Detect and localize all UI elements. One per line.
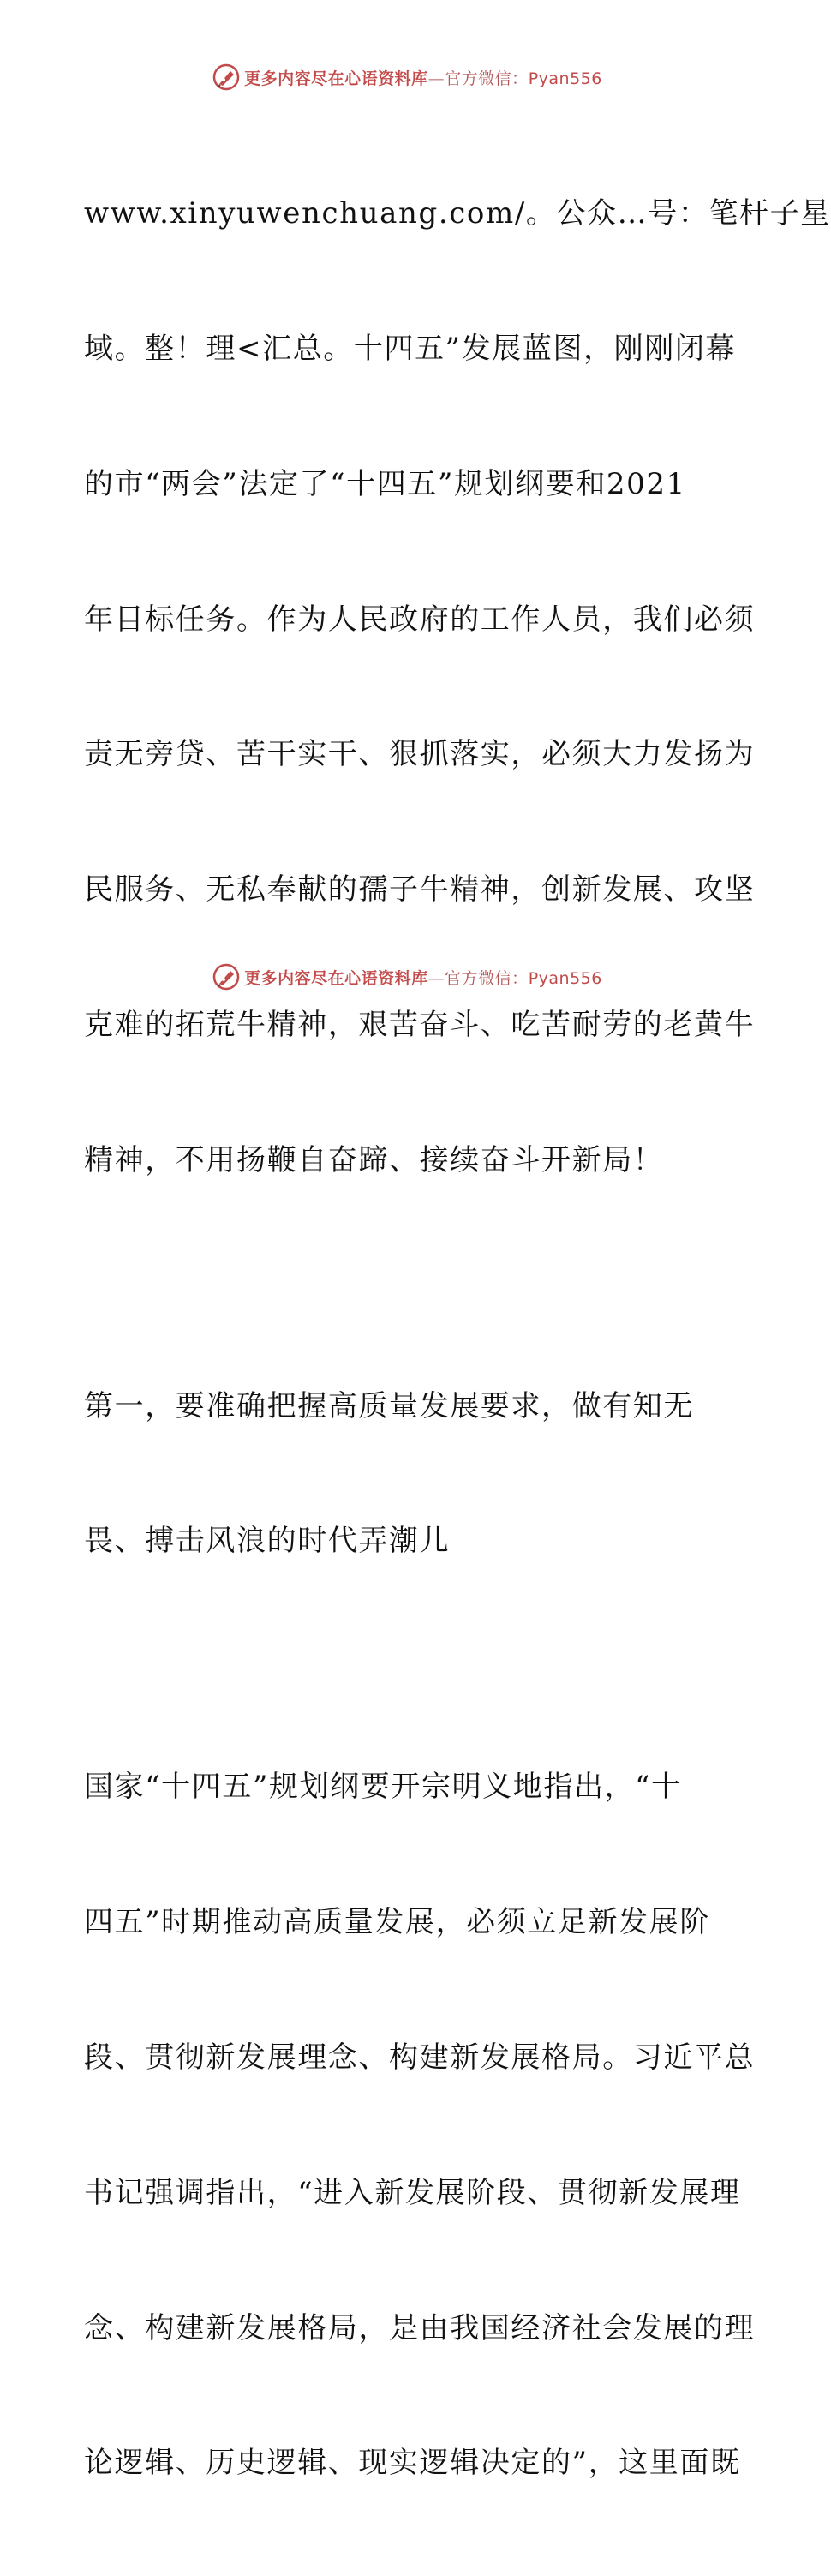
section-heading-1 bbox=[84, 1293, 735, 1654]
text-line: 论逻辑、历史逻辑、现实逻辑决定的”，这里面既 bbox=[84, 2446, 741, 2481]
pen-logo-icon bbox=[212, 63, 241, 92]
header-watermark bbox=[0, 60, 814, 94]
watermark-account: Pyan556 bbox=[528, 69, 602, 88]
watermark-account: Pyan556 bbox=[528, 968, 602, 988]
text-line: 的市“两会”法定了“十四五”规划纲要和2021 bbox=[84, 466, 686, 501]
pen-logo-icon bbox=[212, 962, 241, 991]
heading-line: 畏、搏击风浪的时代弄潮儿 bbox=[84, 1524, 451, 1559]
watermark-separator: — bbox=[427, 968, 445, 988]
text-line: 四五”时期推动高质量发展，必须立足新发展阶 bbox=[84, 1905, 710, 1940]
text-line: 书记强调指出，“进入新发展阶段、贯彻新发展理 bbox=[84, 2175, 741, 2210]
paragraph-body bbox=[84, 1674, 756, 2576]
document-body bbox=[84, 101, 831, 2576]
text-line: 责无旁贷、苦干实干、狠抓落实，必须大力发扬为 bbox=[84, 737, 756, 772]
watermark-brand: 更多内容尽在心语资料库 bbox=[244, 69, 428, 88]
watermark-suffix: 官方微信： bbox=[445, 968, 529, 988]
watermark-suffix: 官方微信： bbox=[445, 69, 529, 88]
text-line: 国家“十四五”规划纲要开宗明义地指出，“十 bbox=[84, 1770, 682, 1805]
paragraph-intro bbox=[84, 101, 831, 1273]
watermark-text bbox=[244, 66, 602, 89]
text-line: 民服务、无私奉献的孺子牛精神，创新发展、攻坚 bbox=[84, 872, 756, 908]
text-line: 段、贯彻新发展理念、构建新发展格局。习近平总 bbox=[84, 2040, 756, 2075]
text-line: 年目标任务。作为人民政府的工作人员，我们必须 bbox=[84, 602, 756, 637]
footer-watermark bbox=[0, 960, 814, 994]
watermark-separator: — bbox=[427, 69, 445, 88]
text-line: 域。整！理<汇总。十四五”发展蓝图，刚刚闭幕 bbox=[84, 331, 737, 366]
text-line: 克难的拓荒牛精神，艰苦奋斗、吃苦耐劳的老黄牛 bbox=[84, 1007, 756, 1042]
heading-line: 第一，要准确把握高质量发展要求，做有知无 bbox=[84, 1388, 694, 1423]
text-line: 念、构建新发展格局，是由我国经济社会发展的理 bbox=[84, 2310, 756, 2345]
text-line: 精神，不用扬鞭自奋蹄、接续奋斗开新局！ bbox=[84, 1142, 664, 1177]
watermark-brand: 更多内容尽在心语资料库 bbox=[244, 968, 428, 988]
text-line: www.xinyuwenchuang.com/。公众…号：笔杆子星 bbox=[84, 196, 831, 231]
watermark-text bbox=[244, 966, 602, 989]
